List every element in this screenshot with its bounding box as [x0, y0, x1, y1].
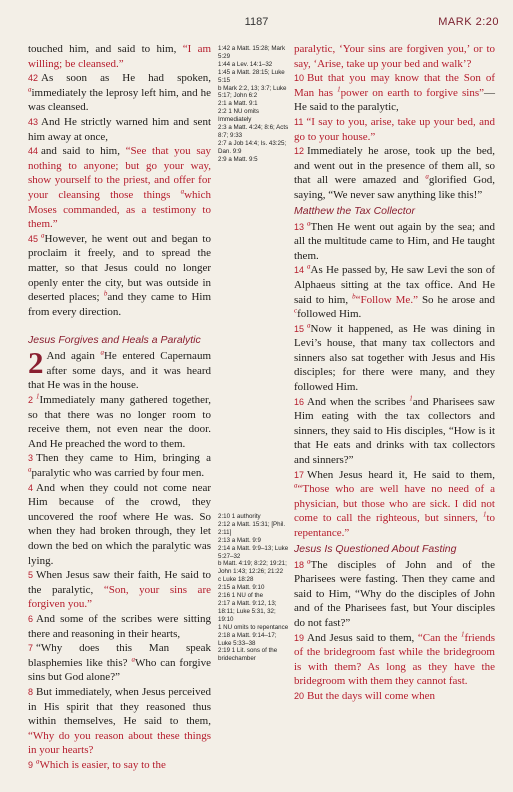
cross-reference-note: 2:15 a Matt. 9:10 [218, 584, 265, 592]
verse [28, 232, 211, 320]
footnote-marker[interactable]: a [307, 556, 311, 565]
cross-reference-note: b Matt. 4:19; 8:22; 19:21; John 1:43; 12:26; 21:22 [218, 560, 287, 576]
cross-reference-note: 2:7 a Job 14:4; Is. 43:25; Dan. 9:9 [218, 139, 287, 155]
verse [294, 468, 495, 541]
section-heading: Jesus Is Questioned About Fasting [294, 542, 457, 555]
verse-number: 7 [28, 643, 34, 654]
verse-text: and said to him, [41, 145, 126, 158]
cross-reference-note: 1:42 a Matt. 15:28; Mark 5:29 [218, 45, 286, 60]
footnote-marker[interactable]: a [131, 655, 135, 664]
verse [294, 220, 495, 264]
footnote-marker[interactable]: 1 [337, 85, 341, 94]
footnote-marker[interactable]: a [307, 262, 311, 271]
verse [294, 322, 495, 395]
verse-number: 42 [28, 73, 39, 84]
verse-text: The disciples of John and of the Pharisees were fasting. Then they came and said to Him, “Why do the disciples of John and of the Pharisees fast, but Your disciples do not fast?” [294, 558, 495, 629]
verse-text: Who can forgive sins but God alone?” [28, 656, 212, 684]
verse-number: 20 [294, 690, 305, 701]
verse-text: glorified God, saying, “We never saw anything like this!” [294, 174, 495, 201]
verse-text: —He said to the paralytic, [294, 86, 495, 114]
cross-reference-note: 2:10 1 authority [218, 513, 261, 520]
footnote-marker[interactable]: a [36, 757, 40, 766]
words-of-jesus: power on earth to forgive sins” [340, 86, 484, 99]
cross-reference-note: 2:19 1 Lit. sons of the bridechamber [218, 647, 278, 663]
verse-text: And Jesus said to them, [307, 631, 418, 644]
words-of-jesus: “Those who are well have no need of a physician, but those who are sick. I did not come to call the righteous, but sinners, [294, 483, 495, 525]
verse [28, 481, 211, 569]
verse-number: 43 [28, 116, 39, 127]
verse [28, 612, 211, 641]
verse-number: 12 [294, 146, 305, 157]
verse-text: Immediately he arose, took up the bed, and went out in the presence of them all, so that all were amazed and [294, 145, 495, 187]
verse-text: But immediately, when Jesus perceived in His spirit that they reasoned thus within themselves, He said to them, [28, 685, 211, 728]
verse-number: 5 [28, 570, 34, 581]
verse-text: and they came to Him from every direction. [28, 291, 212, 318]
verse-text: And He strictly warned him and sent him away at once, [28, 115, 211, 143]
section-heading: Matthew the Tax Collector [294, 204, 416, 217]
footnote-marker[interactable]: a [307, 321, 311, 330]
words-of-jesus: Which is easier, to say to the [39, 758, 166, 771]
words-of-jesus: “Follow Me.” [355, 293, 418, 306]
words-of-jesus: friends of the bridegroom fast while the bridegroom is with them? As long as they have the bridegroom with them they cannot fast. [294, 631, 495, 688]
cross-reference-note: b Mark 2:2, 13; 3:7; Luke 5:17; John 6:2 [218, 84, 287, 100]
verse-number: 10 [294, 73, 305, 84]
verse [294, 263, 495, 321]
verse-text: He entered Capernaum after some days, and it was heard that He was in the house. [28, 350, 211, 392]
verse-text: And when the scribes [307, 395, 410, 408]
words-of-jesus: But that you may know that the Son of Man has [294, 72, 495, 99]
verse-number: 14 [294, 265, 305, 276]
footnote-marker[interactable]: b [352, 291, 356, 300]
cross-reference-note: 2:16 1 NU of the [218, 592, 264, 600]
chapter-number: 2 [28, 345, 44, 381]
cross-reference-note: 1 NU omits to repentance [218, 623, 289, 631]
words-of-jesus: “Why do you reason about these things in your hearts? [28, 729, 211, 757]
footnote-marker[interactable]: a [307, 218, 311, 227]
cross-reference-note: 2:14 a Matt. 9:9–13; Luke 5:27–32 [218, 544, 289, 560]
footnote-marker[interactable]: a [41, 231, 45, 240]
verse [28, 758, 211, 773]
words-of-jesus: paralytic, ‘Your sins are forgiven you,’ or to say, ‘Arise, take up your bed and walk’? [294, 43, 495, 70]
right-text-column [294, 42, 495, 704]
verse-number: 6 [28, 613, 34, 624]
verse [294, 631, 495, 689]
verse [28, 568, 211, 612]
verse [294, 115, 495, 144]
verse [28, 71, 211, 115]
verse [28, 641, 211, 685]
verse-text: When Jesus heard it, He said to them, [307, 468, 495, 481]
verse-text: However, he went out and began to proclaim it freely, and to spread the matter, so that Jesus could no longer openly enter the city, but was outside in deserted places; [28, 232, 211, 304]
footnote-marker[interactable]: a [28, 465, 32, 474]
words-of-jesus: “See that you say nothing to anyone; but go your way, show yourself to the priest, and offer for your cleansing those things [28, 145, 211, 201]
words-of-jesus: “Son, your sins are forgiven you.” [28, 583, 211, 611]
verse-text: And when they could not come near Him because of the crowd, they uncovered the roof where He was. So when they had broken through, they let down the bed on which the paralytic was lying. [28, 481, 211, 567]
footnote-marker[interactable]: 1 [460, 629, 465, 638]
running-header-reference: MARK 2:20 [438, 16, 499, 28]
verse-number: 13 [294, 221, 305, 232]
verse-number: 16 [294, 396, 305, 407]
verse-text: and Pharisees saw Him eating with the tax collectors and sinners, they said to His disciples, “How is it that He eats and drinks with tax collectors and sinners?” [294, 395, 495, 467]
cross-reference-note: 1:44 a Lev. 14:1–32 [218, 60, 273, 68]
page-number: 1187 [244, 16, 269, 28]
cross-reference-group-top [218, 45, 290, 164]
verse-number: 45 [28, 233, 39, 244]
footnote-marker[interactable]: a [294, 481, 298, 490]
footnote-marker[interactable]: 1 [36, 392, 40, 401]
verse-number: 17 [294, 469, 305, 480]
footnote-marker[interactable]: c [294, 306, 298, 315]
verse-number: 15 [294, 323, 305, 334]
verse [28, 42, 211, 71]
verse-number: 9 [28, 759, 34, 770]
cross-reference-group-bottom [218, 513, 290, 663]
verse-text: And again [46, 350, 101, 363]
verse-text: touched him, and said to him, [28, 43, 183, 55]
cross-reference-note: 2:12 a Matt. 15:31; [Phil. 2:11] [218, 520, 286, 536]
cross-reference-note: 2:1 a Matt. 9:1 [218, 100, 258, 108]
verse-number: 4 [28, 482, 34, 493]
verse-text: Immediately many gathered together, so that there was no longer room to receive them, not even near the door. And He preached the word to them. [28, 394, 211, 450]
verse-text: And some of the scribes were sitting there and reasoning in their hearts, [28, 612, 211, 640]
cross-reference-note: 2:2 1 NU omits Immediately [218, 108, 259, 124]
verse [294, 689, 495, 704]
cross-reference-note: c Luke 18:28 [218, 576, 254, 584]
verse-text: As He passed by, He saw Levi the son of Alphaeus sitting at the tax office. And He said to him, [294, 264, 495, 306]
words-of-jesus: “I say to you, arise, take up your bed, and go to your house.” [294, 115, 495, 143]
verse [28, 393, 211, 451]
verse [28, 345, 211, 393]
footnote-marker[interactable]: 1 [409, 394, 413, 402]
cross-reference-note: 2:18 a Matt. 9:14–17; Luke 5:33–38 [218, 631, 277, 647]
footnote-marker[interactable]: 1 [482, 510, 487, 519]
footnote-marker[interactable]: a [425, 172, 429, 181]
verse-number: 8 [28, 686, 34, 697]
section-gap [28, 319, 211, 332]
verse-text: Then they came to Him, bringing a [36, 452, 211, 465]
words-of-jesus: “Can the [417, 631, 461, 644]
verse-number: 44 [28, 146, 39, 157]
section-heading: Jesus Forgives and Heals a Paralytic [28, 334, 201, 347]
verse [294, 395, 495, 468]
cross-reference-note: 2:13 a Matt. 9:9 [218, 536, 261, 544]
verse-text: paralytic who was carried by four men. [31, 467, 205, 480]
verse-text: immediately the leprosy left him, and he was cleansed. [28, 86, 211, 114]
verse [28, 144, 211, 232]
verse [294, 558, 495, 631]
footnote-marker[interactable]: b [103, 289, 108, 298]
verse-number: 2 [28, 395, 34, 406]
cross-reference-note: 2:3 a Matt. 4:24; 8:6; Acts 8:7; 9:33 [218, 124, 289, 139]
verse-text: followed Him. [297, 308, 362, 321]
verse-number: 18 [294, 559, 305, 570]
words-of-jesus: But the days will come when [307, 689, 436, 702]
verse [294, 42, 495, 71]
left-text-column [28, 42, 211, 773]
verse-text: “Why does this Man speak blasphemies like this? [28, 642, 211, 669]
cross-reference-note: 2:17 a Matt. 9:12, 13; 18:11; Luke 5:31, 32; 19:10 [218, 599, 277, 623]
verse [28, 451, 211, 480]
cross-reference-column [218, 45, 290, 663]
verse-text: So he arose and [417, 293, 495, 306]
verse-text: As soon as He had spoken, [41, 72, 211, 85]
footnote-marker[interactable]: a [100, 348, 104, 357]
verse-text: Now it happened, as He was dining in Levi’s house, that many tax collectors and sinners also sat together with Jesus and His disciples; for there were many, and they followed Him. [294, 322, 495, 394]
words-of-jesus: to repentance.” [294, 512, 495, 539]
footnote-marker[interactable]: a [180, 187, 185, 196]
verse [28, 115, 211, 144]
verse-number: 11 [294, 116, 304, 127]
verse [294, 71, 495, 115]
verse [28, 685, 211, 758]
verse-number: 19 [294, 632, 305, 643]
words-of-jesus: which Moses commanded, as a testimony to them.” [28, 188, 211, 231]
verse-text: Then He went out again by the sea; and all the multitude came to Him, and He taught them. [294, 220, 495, 262]
footnote-marker[interactable]: a [28, 85, 32, 94]
cross-reference-note: 2:9 a Matt. 9:5 [218, 155, 258, 163]
verse-number: 3 [28, 453, 34, 464]
cross-reference-note: 1:45 a Matt. 28:15; Luke 5:15 [218, 68, 285, 84]
verse-text: When Jesus saw their faith, He said to the paralytic, [28, 569, 211, 596]
verse [294, 144, 495, 202]
words-of-jesus: “I am willing; be cleansed.” [28, 43, 212, 70]
